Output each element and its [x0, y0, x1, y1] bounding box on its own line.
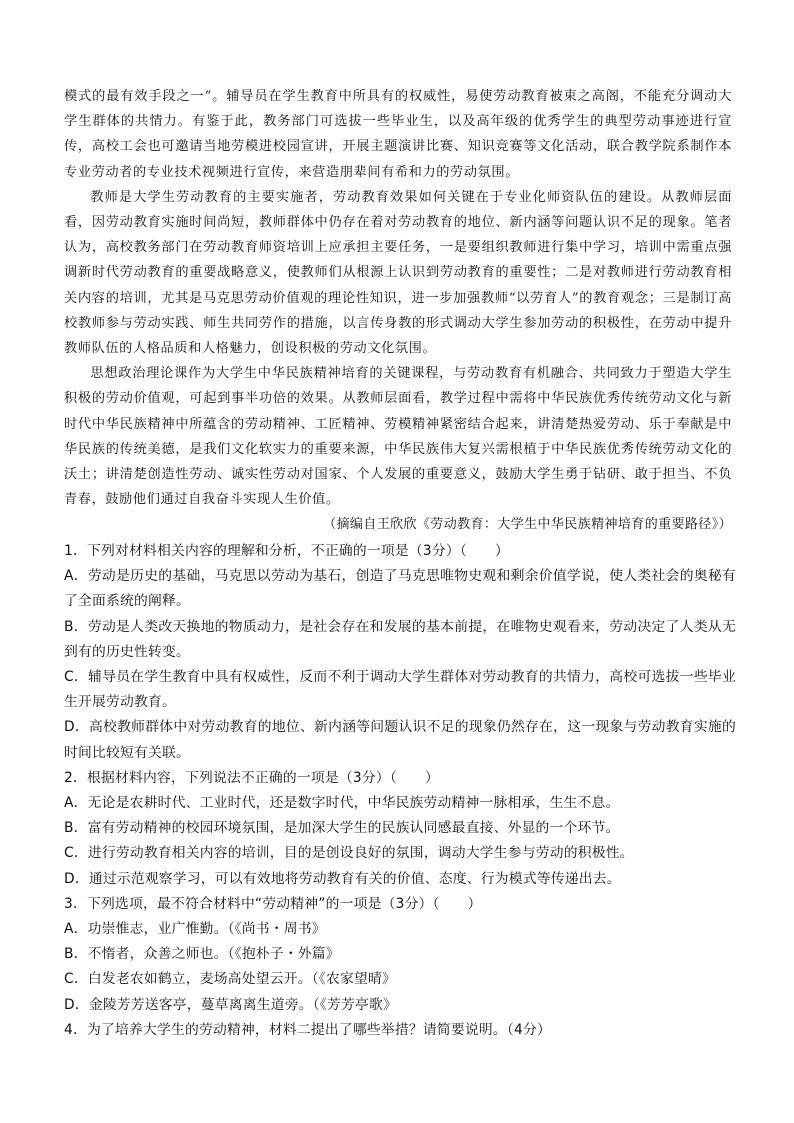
question-2-option-d: D．通过示范观察学习，可以有效地将劳动教育有关的价值、态度、行为模式等传递出去。: [64, 870, 621, 887]
question-1-stem: 1．下列对材料相关内容的理解和分析，不正确的一项是（3分）（ ）: [64, 543, 509, 559]
question-1-option-d: D．高校教师群体中对劳动教育的地位、新内涵等问题认识不足的现象仍然存在，这一现象与劳动教育实施的时间比较短有关联。: [64, 719, 736, 761]
question-1-option-c: C．辅导员在学生教育中具有权威性，反而不利于调动大学生群体对劳动教育的共情力，高校可选拔一些毕业生开展劳动教育。: [64, 669, 736, 711]
passage-paragraph-2: 教师是大学生劳动教育的主要实施者，劳动教育效果如何关键在于专业化师资队伍的建设。从教师层面看，因劳动教育实施时间尚短，教师群体中仍存在着对劳动教育的地位、新内涵等问题认识不足的现象。笔者认为，高校教务部门在劳动教育师资培训上应承担主要任务，一是要组织教师进行集中学习，培训中需重点强调新时代劳动教育的重要战略意义，使教师们从根源上认识到劳动教育的重要性；二是对教师进行劳动教育相关内容的培训，尤其是马克思劳动价值观的理论性知识，进一步加强教师“以劳育人”的教育观念；三是制订高校教师参与劳动实践、师生共同劳作的措施，以言传身教的形式调动大学生参加劳动的积极性，在劳动中提升教师队伍的人格品质和人格魅力，创设积极的劳动文化氛围。: [64, 189, 732, 357]
passage-paragraph-1: 模式的最有效手段之一”。辅导员在学生教育中所具有的权威性，易使劳动教育被束之高阁，不能充分调动大学生群体的共情力。有鉴于此，教务部门可选拔一些毕业生，以及高年级的优秀学生的典型劳动事迹进行宣传，高校工会也可邀请当地劳模进校园宣讲，开展主题演讲比赛、知识竞赛等文化活动，联合教学院系制作本专业劳动者的专业技术视频进行宣传，来营造朋辈间有希和力的劳动氛围。: [64, 89, 732, 180]
question-list: [64, 539, 736, 1043]
question-3-option-a: A．功崇惟志，业广惟勤。（《尚书・周书》: [64, 921, 326, 938]
question-3-stem: 3．下列选项，最不符合材料中“劳动精神”的一项是（3分）（ ）: [64, 895, 482, 912]
question-4-stem: 4．为了培养大学生的劳动精神，材料二提出了哪些举措？请简要说明。（4分）: [64, 1021, 551, 1038]
question-3-option-d: D．金陵芳芳送客亭，蔓草离离生道旁。（《芳芳亭歌》: [64, 996, 397, 1013]
question-2-option-b: B．富有劳动精神的校园环境氛围，是加深大学生的民族认同感最直接、外显的一个环节。: [64, 820, 620, 837]
reading-passage: [64, 84, 732, 538]
question-2-option-a: A．无论是农耕时代、工业时代，还是数字时代，中华民族劳动精神一脉相承，生生不息。: [64, 795, 620, 812]
question-1-option-a: A．劳动是历史的基础，马克思以劳动为基石，创造了马克思唯物史观和剩余价值学说，使人类社会的奥秘有了全面系统的阐释。: [64, 568, 736, 610]
question-2-stem: 2．根据材料内容，下列说法不正确的一项是（3分）（ ）: [64, 769, 439, 786]
question-3-option-c: C．白发老农如鹤立，麦场高处望云开。（《农家望晴》: [64, 971, 396, 988]
question-1-option-b: B．劳动是人类改天换地的物质动力，是社会存在和发展的基本前提，在唯物史观看来，劳动决定了人类从无到有的历史性转变。: [64, 618, 736, 660]
passage-source: （摘编自王欣欣《劳动教育：大学生中华民族精神培育的重要路径》）: [323, 517, 732, 533]
question-2-option-c: C．进行劳动教育相关内容的培训，目的是创设良好的氛围，调动大学生参与劳动的积极性。: [64, 845, 634, 862]
question-3-option-b: B．不惰者，众善之师也。（《抱朴子・外篇》: [64, 946, 340, 963]
passage-paragraph-3: 思想政治理论课作为大学生中华民族精神培育的关键课程，与劳动教育有机融合、共同致力于塑造大学生积极的劳动价值观，可起到事半功倍的效果。从教师层面看，教学过程中需将中华民族优秀传统劳动文化与新时代中华民族精神中所蕴含的劳动精神、工匠精神、劳模精神紧密结合起来，讲清楚热爱劳动、乐于奉献是中华民族的传统美德，是我们文化软实力的重要来源，中华民族伟大复兴需根植于中华民族优秀传统劳动文化的沃土；讲清楚创造性劳动、诚实性劳动对国家、个人发展的重要意义，鼓励大学生勇于钻研、敢于担当、不负青春，鼓励他们通过自我奋斗实现人生价值。: [64, 366, 732, 508]
